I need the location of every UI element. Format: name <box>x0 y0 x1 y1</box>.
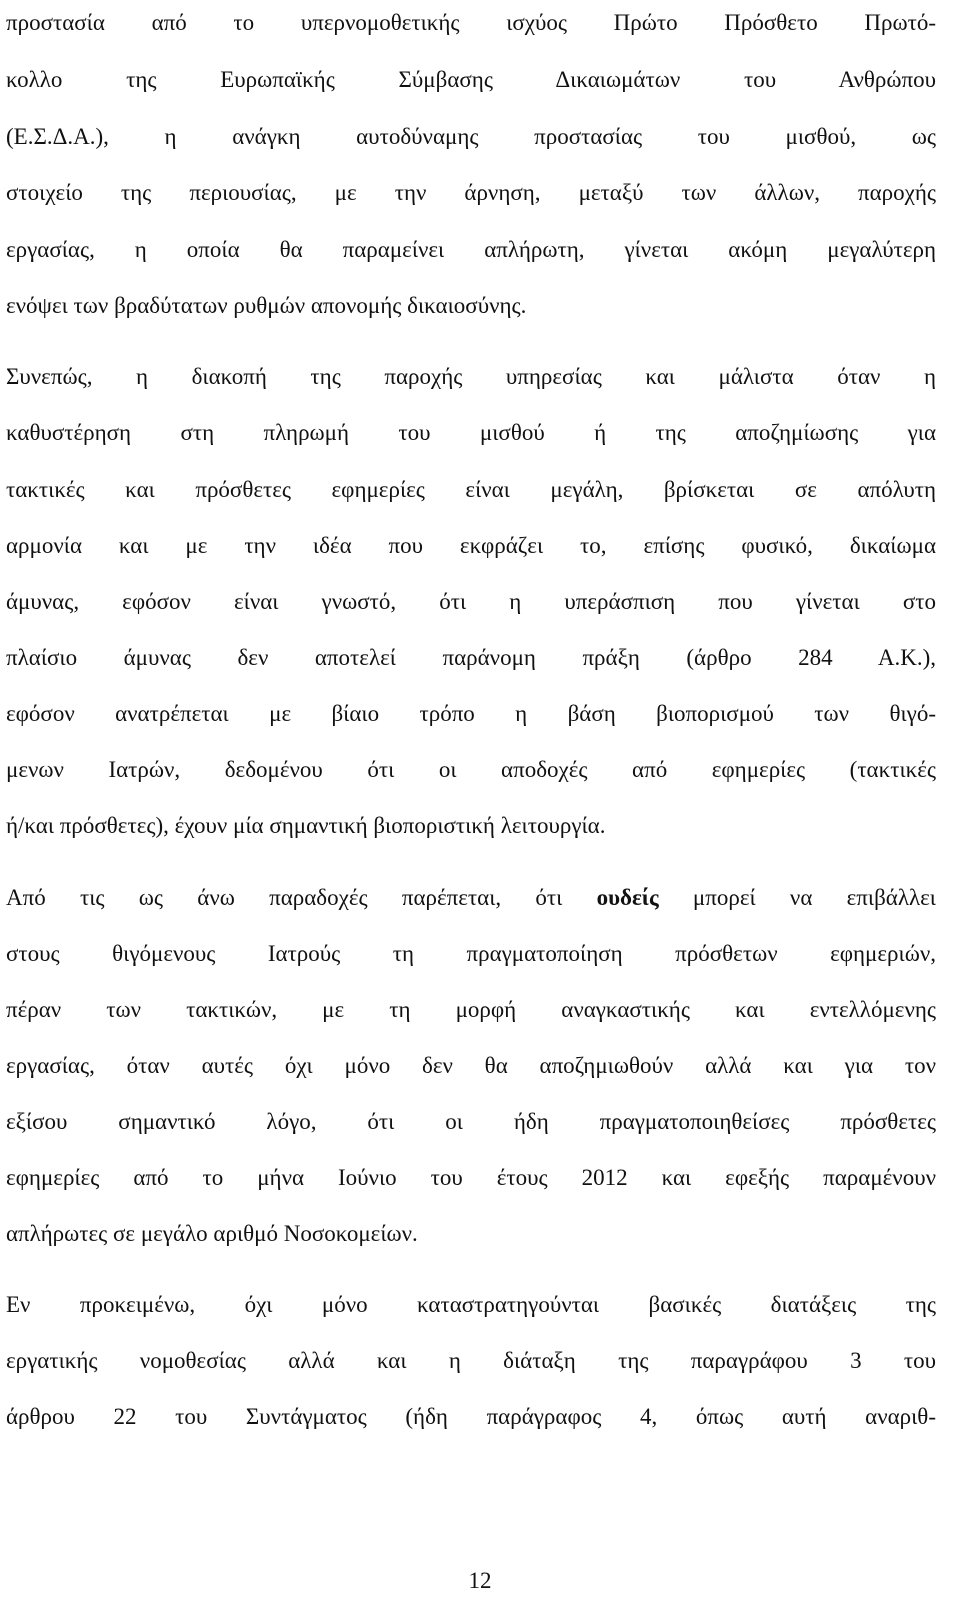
paragraph-2-line-7: εφόσον ανατρέπεται με βίαιο τρόπο η βάση βιοπορισμού των θιγό- <box>6 701 936 726</box>
paragraph-3-line-2: στους θιγόμενους Ιατρούς τη πραγματοποίηση πρόσθετων εφημεριών, <box>6 941 936 966</box>
paragraph-1-line-2: κολλο της Ευρωπαϊκής Σύμβασης Δικαιωμάτων του Ανθρώπου <box>6 67 936 92</box>
paragraph-2-line-2: καθυστέρηση στη πληρωμή του μισθού ή της αποζημίωσης για <box>6 420 936 445</box>
paragraph-1-line-4: στοιχείο της περιουσίας, με την άρνηση, μεταξύ των άλλων, παροχής <box>6 180 936 205</box>
paragraph-3-line-1 <box>6 883 936 913</box>
paragraph-1-line-6: ενόψει των βραδύτατων ρυθμών απονομής δικαιοσύνης. <box>6 293 527 318</box>
paragraph-2-line-9: ή/και πρόσθετες), έχουν μία σημαντική βιοποριστική λειτουργία. <box>6 813 606 838</box>
paragraph-3-line-3: πέραν των τακτικών, με τη μορφή αναγκαστικής και εντελλόμενης <box>6 997 936 1022</box>
emphasized-word: ουδείς <box>596 885 659 910</box>
paragraph-1-line-1: προστασία από το υπερνομοθετικής ισχύος Πρώτο Πρόσθετο Πρωτό- <box>6 10 936 35</box>
paragraph-3-line-4: εργασίας, όταν αυτές όχι μόνο δεν θα αποζημιωθούν αλλά και για τον <box>6 1053 936 1078</box>
paragraph-2-line-6: πλαίσιο άμυνας δεν αποτελεί παράνομη πράξη (άρθρο 284 Α.Κ.), <box>6 645 936 670</box>
page-number: 12 <box>468 1568 492 1593</box>
paragraph-2-line-1: Συνεπώς, η διακοπή της παροχής υπηρεσίας και μάλιστα όταν η <box>6 364 936 389</box>
paragraph-1-line-5: εργασίας, η οποία θα παραμείνει απλήρωτη, γίνεται ακόμη μεγαλύτερη <box>6 237 936 262</box>
paragraph-3-line-5: εξίσου σημαντικό λόγο, ότι οι ήδη πραγματοποιηθείσες πρόσθετες <box>6 1109 936 1134</box>
paragraph-4-line-1: Εν προκειμένω, όχι μόνο καταστρατηγούνται βασικές διατάξεις της <box>6 1292 936 1317</box>
paragraph-3-line-1-tail: μπορεί να επιβάλλει <box>658 885 936 910</box>
paragraph-2-line-3: τακτικές και πρόσθετες εφημερίες είναι μεγάλη, βρίσκεται σε απόλυτη <box>6 477 936 502</box>
paragraph-2-line-5: άμυνας, εφόσον είναι γνωστό, ότι η υπεράσπιση που γίνεται στο <box>6 589 936 614</box>
paragraph-3-line-1-text: Από τις ως άνω παραδοχές παρέπεται, ότι <box>6 885 597 910</box>
paragraph-1-line-3: (Ε.Σ.Δ.Α.), η ανάγκη αυτοδύναμης προστασίας του μισθού, ως <box>6 124 936 149</box>
paragraph-4-line-2: εργατικής νομοθεσίας αλλά και η διάταξη της παραγράφου 3 του <box>6 1348 936 1373</box>
paragraph-4-line-3: άρθρου 22 του Συντάγματος (ήδη παράγραφος 4, όπως αυτή αναριθ- <box>6 1404 936 1429</box>
paragraph-2-line-8: μενων Ιατρών, δεδομένου ότι οι αποδοχές από εφημερίες (τακτικές <box>6 757 936 782</box>
paragraph-2-line-4: αρμονία και με την ιδέα που εκφράζει το, επίσης φυσικό, δικαίωμα <box>6 533 936 558</box>
paragraph-3-line-7: απλήρωτες σε μεγάλο αριθμό Νοσοκομείων. <box>6 1221 418 1246</box>
paragraph-3-line-6: εφημερίες από το μήνα Ιούνιο του έτους 2012 και εφεξής παραμένουν <box>6 1165 936 1190</box>
